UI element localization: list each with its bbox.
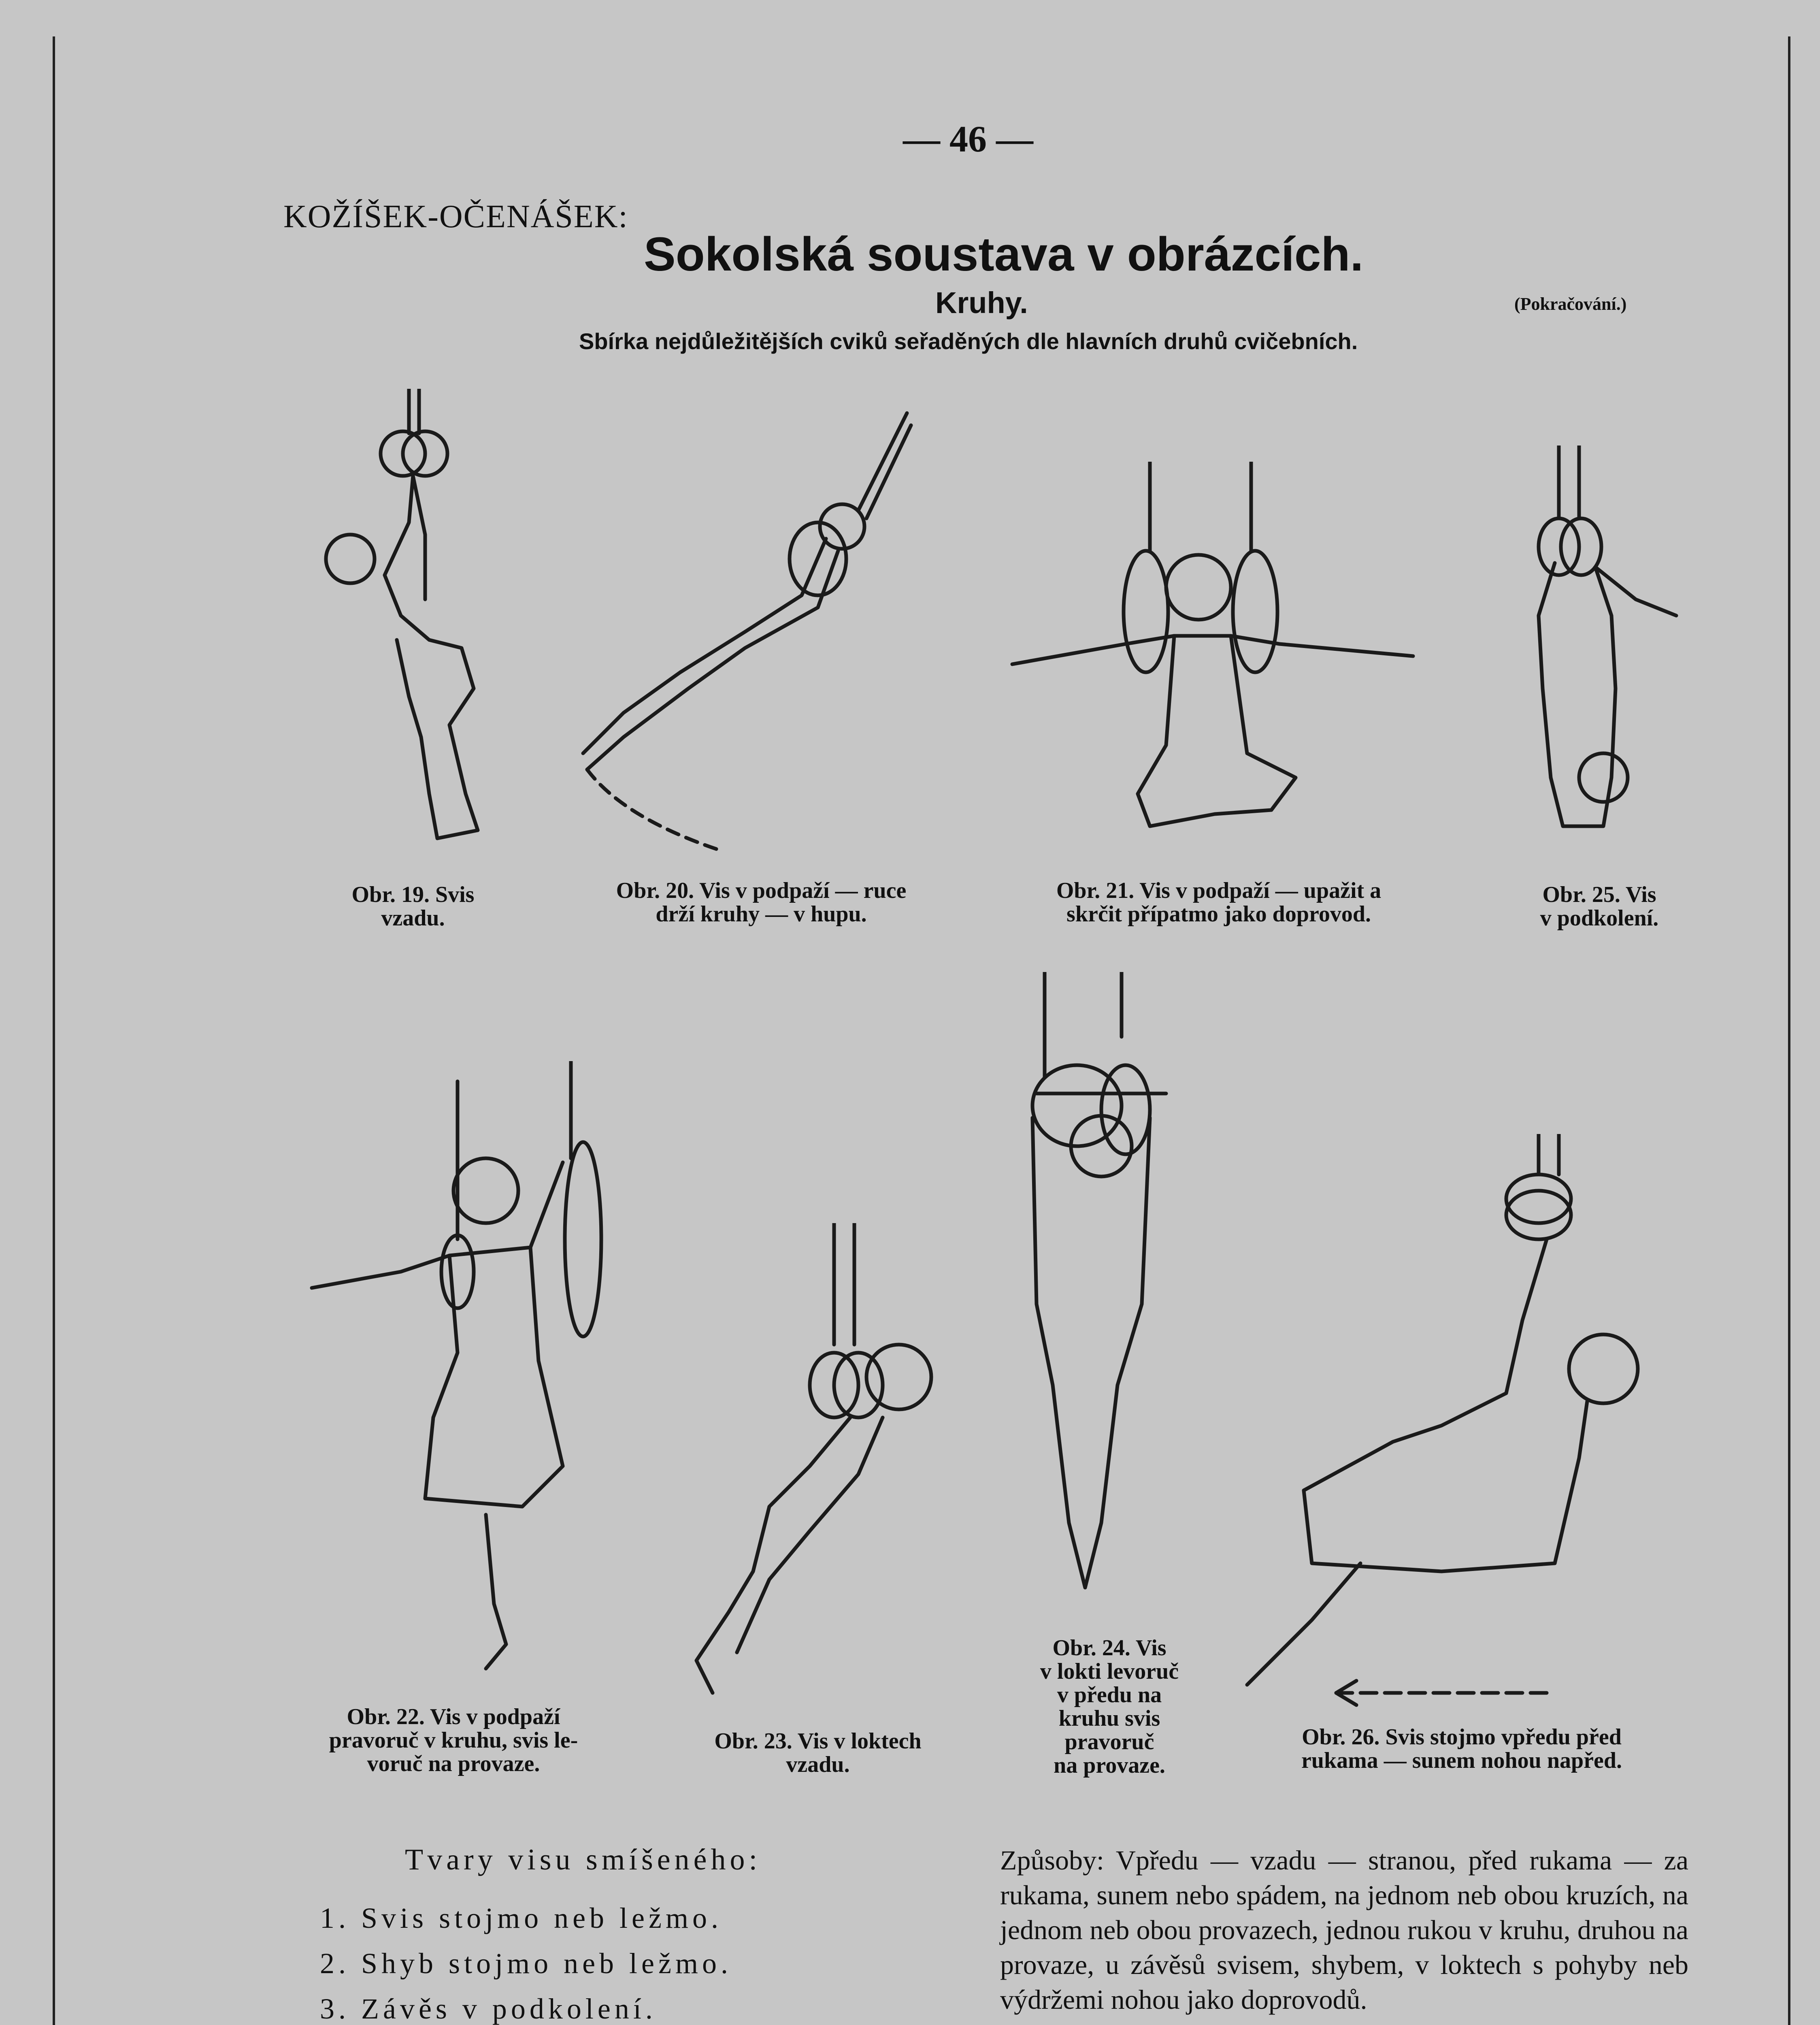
forms-list xyxy=(320,1895,732,2025)
authors: KOŽÍŠEK-OČENÁŠEK: xyxy=(283,199,628,234)
caption-figure-24: Obr. 24. Vis v lokti levoruč v předu na kruhu svis pravoruč na provaze. xyxy=(1040,1635,1179,1778)
figure-24-illustration xyxy=(1020,972,1198,1628)
gymnast-back-view-drawing xyxy=(1020,972,1198,1628)
figure-22-illustration xyxy=(304,1061,628,1685)
figure-25-illustration xyxy=(1514,446,1684,850)
gymnast-elbow-hang-drawing xyxy=(688,1223,939,1701)
subtitle: Sbírka nejdůležitějších cviků seřaděných dle hlavních druhů cvičebních. xyxy=(579,328,1358,354)
gymnast-one-hand-ring-drawing xyxy=(304,1061,628,1685)
ways-paragraph: Způsoby: Vpředu — vzadu — stranou, před rukama — za rukama, sunem nebo spádem, na jednom neb obou kruzích, na jednom neb obou provazech, jednou rukou v kruhu, druhou na provaze, u závěsů svisem, shybem, v loktech s pohyby neb výdržemi nohou jako doprovodů. xyxy=(1000,1845,1688,2015)
continuation-note: (Pokračování.) xyxy=(1514,294,1627,314)
page-number: — 46 — xyxy=(903,118,1033,160)
gymnast-swing-drawing xyxy=(575,405,939,859)
figure-21-illustration xyxy=(1004,462,1421,842)
gymnast-knee-hang-drawing xyxy=(1514,446,1684,850)
caption-figure-26: Obr. 26. Svis stojmo vpředu před rukama — sunem nohou napřed. xyxy=(1301,1724,1622,1773)
gymnast-hanging-rear-drawing xyxy=(304,389,514,850)
forms-list-item: 2. Shyb stojmo neb ležmo. xyxy=(320,1947,732,1980)
figure-26-illustration xyxy=(1239,1134,1644,1709)
figure-23-illustration xyxy=(688,1223,939,1701)
gymnast-front-stand-hang-drawing xyxy=(1239,1134,1644,1709)
gymnast-arms-extended-drawing xyxy=(1004,462,1421,842)
caption-figure-22: Obr. 22. Vis v podpaží pravoruč v kruhu, svis le- voruč na provaze. xyxy=(329,1704,578,1776)
forms-list-item: 1. Svis stojmo neb ležmo. xyxy=(320,1902,722,1934)
figure-20-illustration xyxy=(575,405,939,859)
forms-list-item: 3. Závěs v podkolení. xyxy=(320,1993,657,2025)
section-heading: Kruhy. xyxy=(935,286,1028,320)
caption-figure-21: Obr. 21. Vis v podpaží — upažit a skrčit přípatmo jako doprovod. xyxy=(1056,878,1381,927)
caption-figure-25: Obr. 25. Vis v podkolení. xyxy=(1540,882,1659,931)
forms-heading: Tvary visu smíšeného: xyxy=(405,1843,762,1876)
caption-figure-19: Obr. 19. Svis vzadu. xyxy=(351,882,475,931)
caption-figure-23: Obr. 23. Vis v loktech vzadu. xyxy=(714,1729,922,1777)
figure-19-illustration xyxy=(304,389,514,850)
caption-figure-20: Obr. 20. Vis v podpaží — ruce drží kruhy — v hupu. xyxy=(616,878,907,927)
page-title: Sokolská soustava v obrázcích. xyxy=(644,228,1364,281)
